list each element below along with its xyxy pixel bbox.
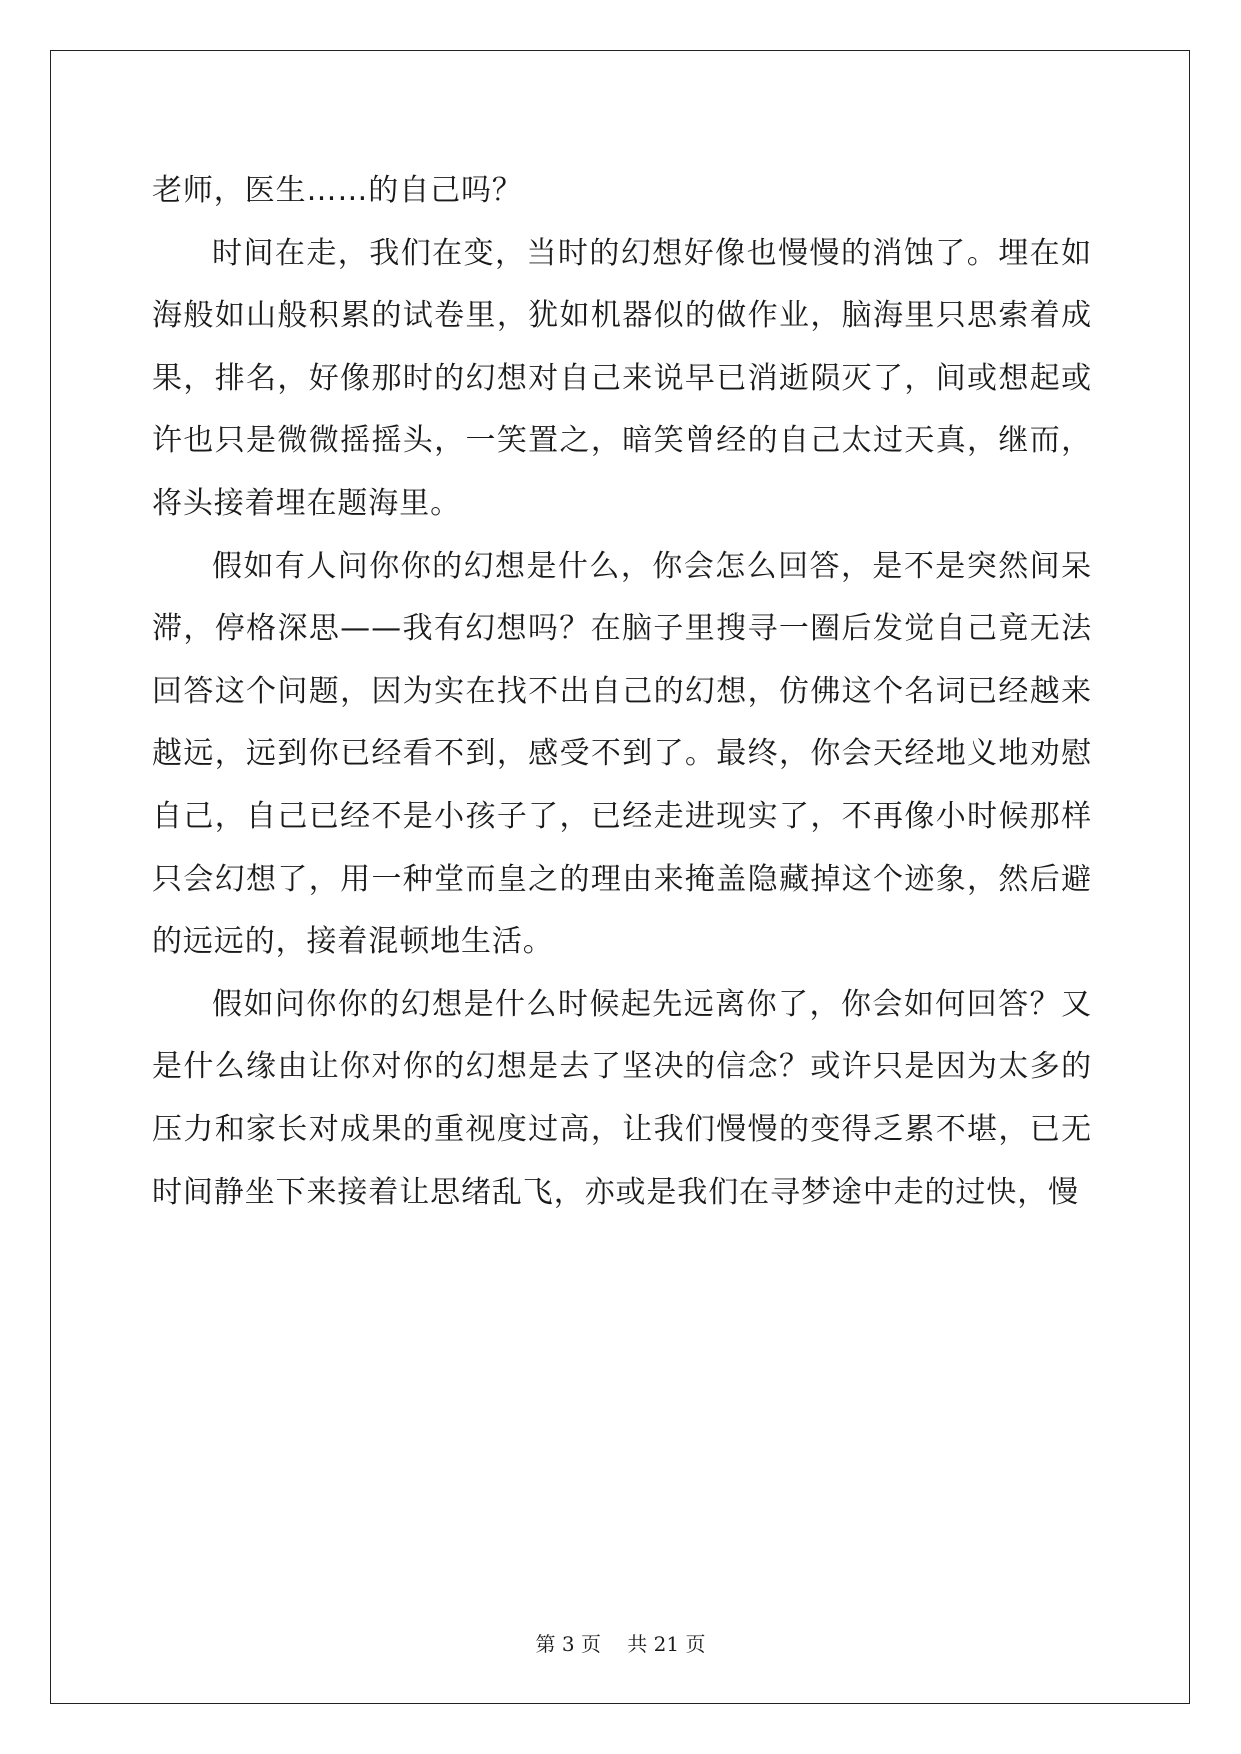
paragraph: 假如有人问你你的幻想是什么，你会怎么回答，是不是突然间呆滞，停格深思——我有幻想吗？在脑子里搜寻一圈后发觉自己竟无法回答这个问题，因为实在找不出自己的幻想，仿佛这个名词已经越来越远，远到你已经看不到，感受不到了。最终，你会天经地义地劝慰自己，自己已经不是小孩子了，已经走进现实了，不再像小时候那样只会幻想了，用一种堂而皇之的理由来掩盖隐藏掉这个迹象，然后避的远远的，接着混顿地生活。 [152, 548, 1092, 960]
page-number-footer: 第 3 页 共 21 页 [535, 1632, 706, 1656]
paragraph: 假如问你你的幻想是什么时候起先远离你了，你会如何回答？又是什么缘由让你对你的幻想是去了坚决的信念？或许只是因为太多的压力和家长对成果的重视度过高，让我们慢慢的变得乏累不堪，已无时间静坐下来接着让思绪乱飞，亦或是我们在寻梦途中走的过快，慢 [152, 986, 1092, 1210]
paragraph-continued: 老师，医生……的自己吗？ [152, 173, 523, 208]
document-body [152, 160, 1092, 1224]
paragraph: 时间在走，我们在变，当时的幻想好像也慢慢的消蚀了。埋在如海般如山般积累的试卷里，犹如机器似的做作业，脑海里只思索着成果，排名，好像那时的幻想对自己来说早已消逝陨灭了，间或想起或许也只是微微摇摇头，一笑置之，暗笑曾经的自己太过天真，继而，将头接着埋在题海里。 [152, 235, 1092, 521]
